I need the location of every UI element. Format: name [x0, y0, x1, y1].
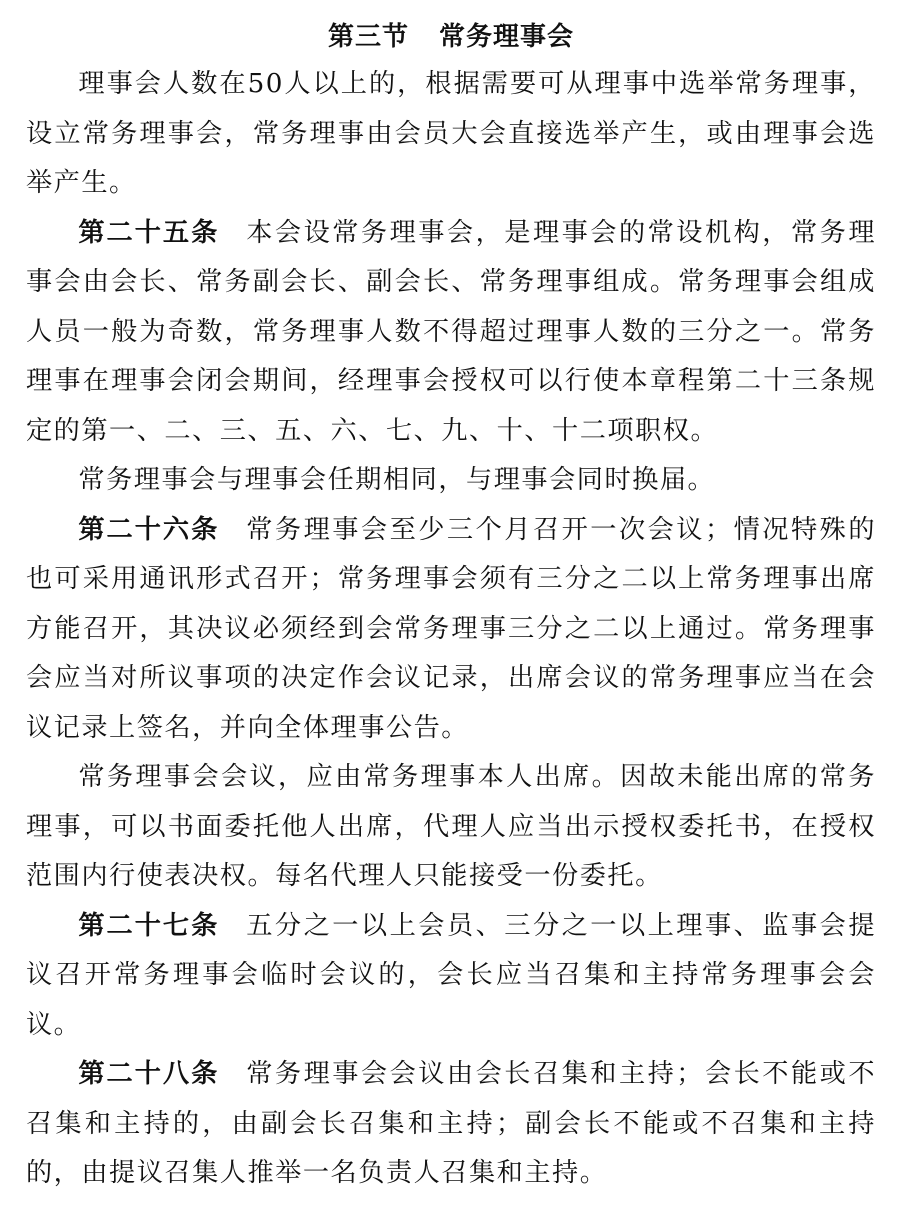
- paragraph-intro: [26, 60, 876, 209]
- paragraph-attendance: [26, 753, 876, 902]
- paragraph-article-28: [26, 1050, 876, 1199]
- paragraph-text: 五分之一以上会员、三分之一以上理事、监事会提议召开常务理事会临时会议的，会长应当召集和主持常务理事会会议。: [26, 910, 877, 1040]
- paragraph-article-25: [26, 209, 876, 457]
- paragraph-text: 常务理事会与理事会任期相同，与理事会同时换届。: [78, 465, 716, 495]
- paragraph-article-27: [26, 902, 876, 1051]
- article-number: 第二十八条: [78, 1059, 220, 1089]
- paragraph-term: [26, 456, 876, 506]
- paragraph-text: 常务理事会至少三个月召开一次会议；情况特殊的也可采用通讯形式召开；常务理事会须有三分之二以上常务理事出席方能召开，其决议必须经到会常务理事三分之二以上通过。常务理事会应当对所议事项的决定作会议记录，出席会议的常务理事应当在会议记录上签名，并向全体理事公告。: [26, 514, 877, 743]
- article-number: 第二十六条: [78, 514, 220, 545]
- paragraph-text: 理事会人数在50人以上的，根据需要可从理事中选举常务理事，设立常务理事会，常务理事由会员大会直接选举产生，或由理事会选举产生。: [26, 69, 876, 198]
- paragraph-text: 本会设常务理事会，是理事会的常设机构，常务理事会由会长、常务副会长、副会长、常务理事组成。常务理事会组成人员一般为奇数，常务理事人数不得超过理事人数的三分之一。常务理事在理事会闭会期间，经理事会授权可以行使本章程第二十三条规定的第一、二、三、五、六、七、九、十、十二项职权。: [26, 217, 877, 446]
- section-title: 常务理事会: [439, 22, 575, 52]
- article-number: 第二十五条: [78, 217, 220, 248]
- paragraph-article-26: [26, 506, 876, 754]
- document-page: [26, 20, 876, 1199]
- section-number: 第三节: [327, 22, 409, 52]
- section-heading: [26, 20, 876, 54]
- paragraph-text: 常务理事会会议，应由常务理事本人出席。因故未能出席的常务理事，可以书面委托他人出席，代理人应当出示授权委托书，在授权范围内行使表决权。每名代理人只能接受一份委托。: [26, 762, 876, 891]
- paragraph-text: 常务理事会会议由会长召集和主持；会长不能或不召集和主持的，由副会长召集和主持；副会长不能或不召集和主持的，由提议召集人推举一名负责人召集和主持。: [26, 1059, 877, 1188]
- article-number: 第二十七条: [78, 910, 220, 941]
